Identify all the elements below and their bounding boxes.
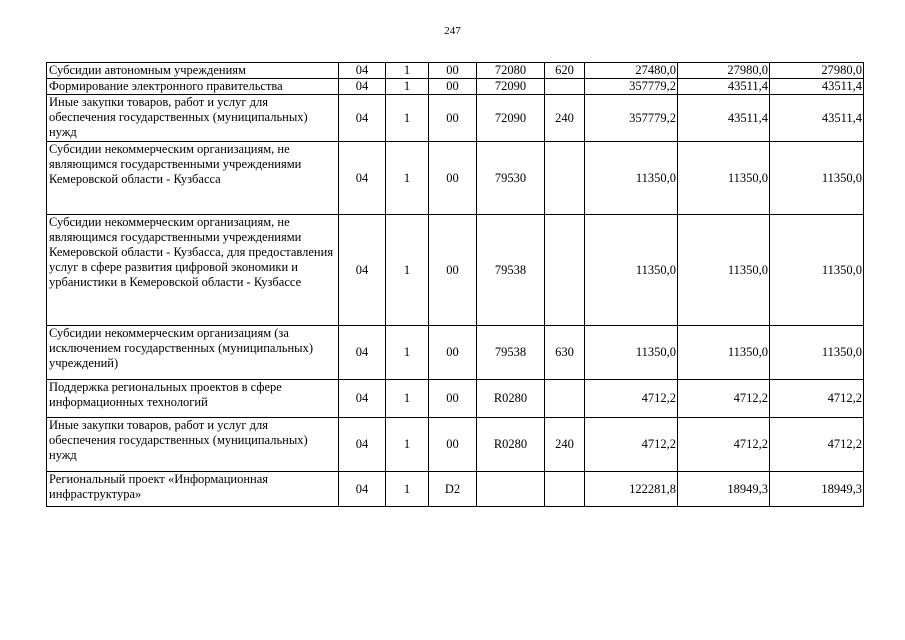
amount-year-3: 18949,3	[770, 472, 864, 507]
code-subprogram: 00	[429, 215, 477, 326]
table-row	[47, 472, 864, 507]
amount-year-3: 43511,4	[770, 95, 864, 142]
row-name: Поддержка региональных проектов в сфере информационных технологий	[47, 380, 339, 418]
code-direction: 72090	[477, 79, 545, 95]
amount-year-1: 27480,0	[585, 63, 678, 79]
row-name: Иные закупки товаров, работ и услуг для обеспечения государственных (муниципальных) нужд	[47, 418, 339, 472]
row-name: Субсидии автономным учреждениям	[47, 63, 339, 79]
code-section: 04	[339, 418, 386, 472]
code-expense-type: 240	[545, 95, 585, 142]
amount-year-2: 43511,4	[678, 79, 770, 95]
row-name: Региональный проект «Информационная инфраструктура»	[47, 472, 339, 507]
row-name: Субсидии некоммерческим организациям, не являющимся государственными учреждениями Кемеровской области - Кузбасса, для предоставления услуг в сфере развития цифровой экономики и урбанистики в Кемеровской области - Кузбассе	[47, 215, 339, 326]
code-expense-type	[545, 380, 585, 418]
amount-year-1: 11350,0	[585, 142, 678, 215]
code-program: 1	[386, 418, 429, 472]
code-direction: R0280	[477, 380, 545, 418]
code-expense-type: 240	[545, 418, 585, 472]
code-program: 1	[386, 472, 429, 507]
code-direction: 72090	[477, 95, 545, 142]
code-expense-type	[545, 142, 585, 215]
code-section: 04	[339, 215, 386, 326]
amount-year-2: 11350,0	[678, 142, 770, 215]
code-expense-type	[545, 215, 585, 326]
amount-year-2: 18949,3	[678, 472, 770, 507]
code-section: 04	[339, 380, 386, 418]
code-section: 04	[339, 79, 386, 95]
amount-year-2: 4712,2	[678, 380, 770, 418]
code-program: 1	[386, 326, 429, 380]
code-direction: R0280	[477, 418, 545, 472]
code-direction: 79530	[477, 142, 545, 215]
amount-year-3: 4712,2	[770, 380, 864, 418]
table-row	[47, 79, 864, 95]
amount-year-2: 43511,4	[678, 95, 770, 142]
amount-year-3: 11350,0	[770, 142, 864, 215]
row-name: Субсидии некоммерческим организациям, не являющимся государственными учреждениями Кемеровской области - Кузбасса	[47, 142, 339, 215]
table-row	[47, 418, 864, 472]
code-program: 1	[386, 215, 429, 326]
amount-year-3: 4712,2	[770, 418, 864, 472]
table-row	[47, 63, 864, 79]
code-subprogram: 00	[429, 418, 477, 472]
amount-year-1: 122281,8	[585, 472, 678, 507]
code-expense-type: 620	[545, 63, 585, 79]
code-expense-type	[545, 472, 585, 507]
amount-year-1: 357779,2	[585, 79, 678, 95]
budget-table	[46, 62, 864, 507]
code-program: 1	[386, 95, 429, 142]
code-direction	[477, 472, 545, 507]
code-section: 04	[339, 63, 386, 79]
amount-year-1: 357779,2	[585, 95, 678, 142]
table-row	[47, 215, 864, 326]
amount-year-3: 11350,0	[770, 326, 864, 380]
table-row	[47, 95, 864, 142]
amount-year-1: 11350,0	[585, 326, 678, 380]
code-program: 1	[386, 63, 429, 79]
code-program: 1	[386, 142, 429, 215]
code-subprogram: D2	[429, 472, 477, 507]
amount-year-3: 43511,4	[770, 79, 864, 95]
code-expense-type: 630	[545, 326, 585, 380]
amount-year-2: 27980,0	[678, 63, 770, 79]
code-subprogram: 00	[429, 63, 477, 79]
code-section: 04	[339, 95, 386, 142]
row-name: Формирование электронного правительства	[47, 79, 339, 95]
table-row	[47, 142, 864, 215]
code-program: 1	[386, 380, 429, 418]
code-subprogram: 00	[429, 79, 477, 95]
code-subprogram: 00	[429, 380, 477, 418]
code-section: 04	[339, 472, 386, 507]
amount-year-1: 4712,2	[585, 380, 678, 418]
table-row	[47, 326, 864, 380]
code-expense-type	[545, 79, 585, 95]
code-subprogram: 00	[429, 95, 477, 142]
code-program: 1	[386, 79, 429, 95]
amount-year-2: 11350,0	[678, 215, 770, 326]
row-name: Иные закупки товаров, работ и услуг для обеспечения государственных (муниципальных) нужд	[47, 95, 339, 142]
amount-year-1: 11350,0	[585, 215, 678, 326]
amount-year-3: 27980,0	[770, 63, 864, 79]
table-row	[47, 380, 864, 418]
amount-year-2: 4712,2	[678, 418, 770, 472]
row-name: Субсидии некоммерческим организациям (за исключением государственных (муниципальных) учреждений)	[47, 326, 339, 380]
code-section: 04	[339, 326, 386, 380]
code-direction: 79538	[477, 326, 545, 380]
amount-year-3: 11350,0	[770, 215, 864, 326]
code-section: 04	[339, 142, 386, 215]
code-direction: 72080	[477, 63, 545, 79]
code-direction: 79538	[477, 215, 545, 326]
amount-year-1: 4712,2	[585, 418, 678, 472]
code-subprogram: 00	[429, 142, 477, 215]
page-number: 247	[444, 25, 461, 37]
amount-year-2: 11350,0	[678, 326, 770, 380]
code-subprogram: 00	[429, 326, 477, 380]
